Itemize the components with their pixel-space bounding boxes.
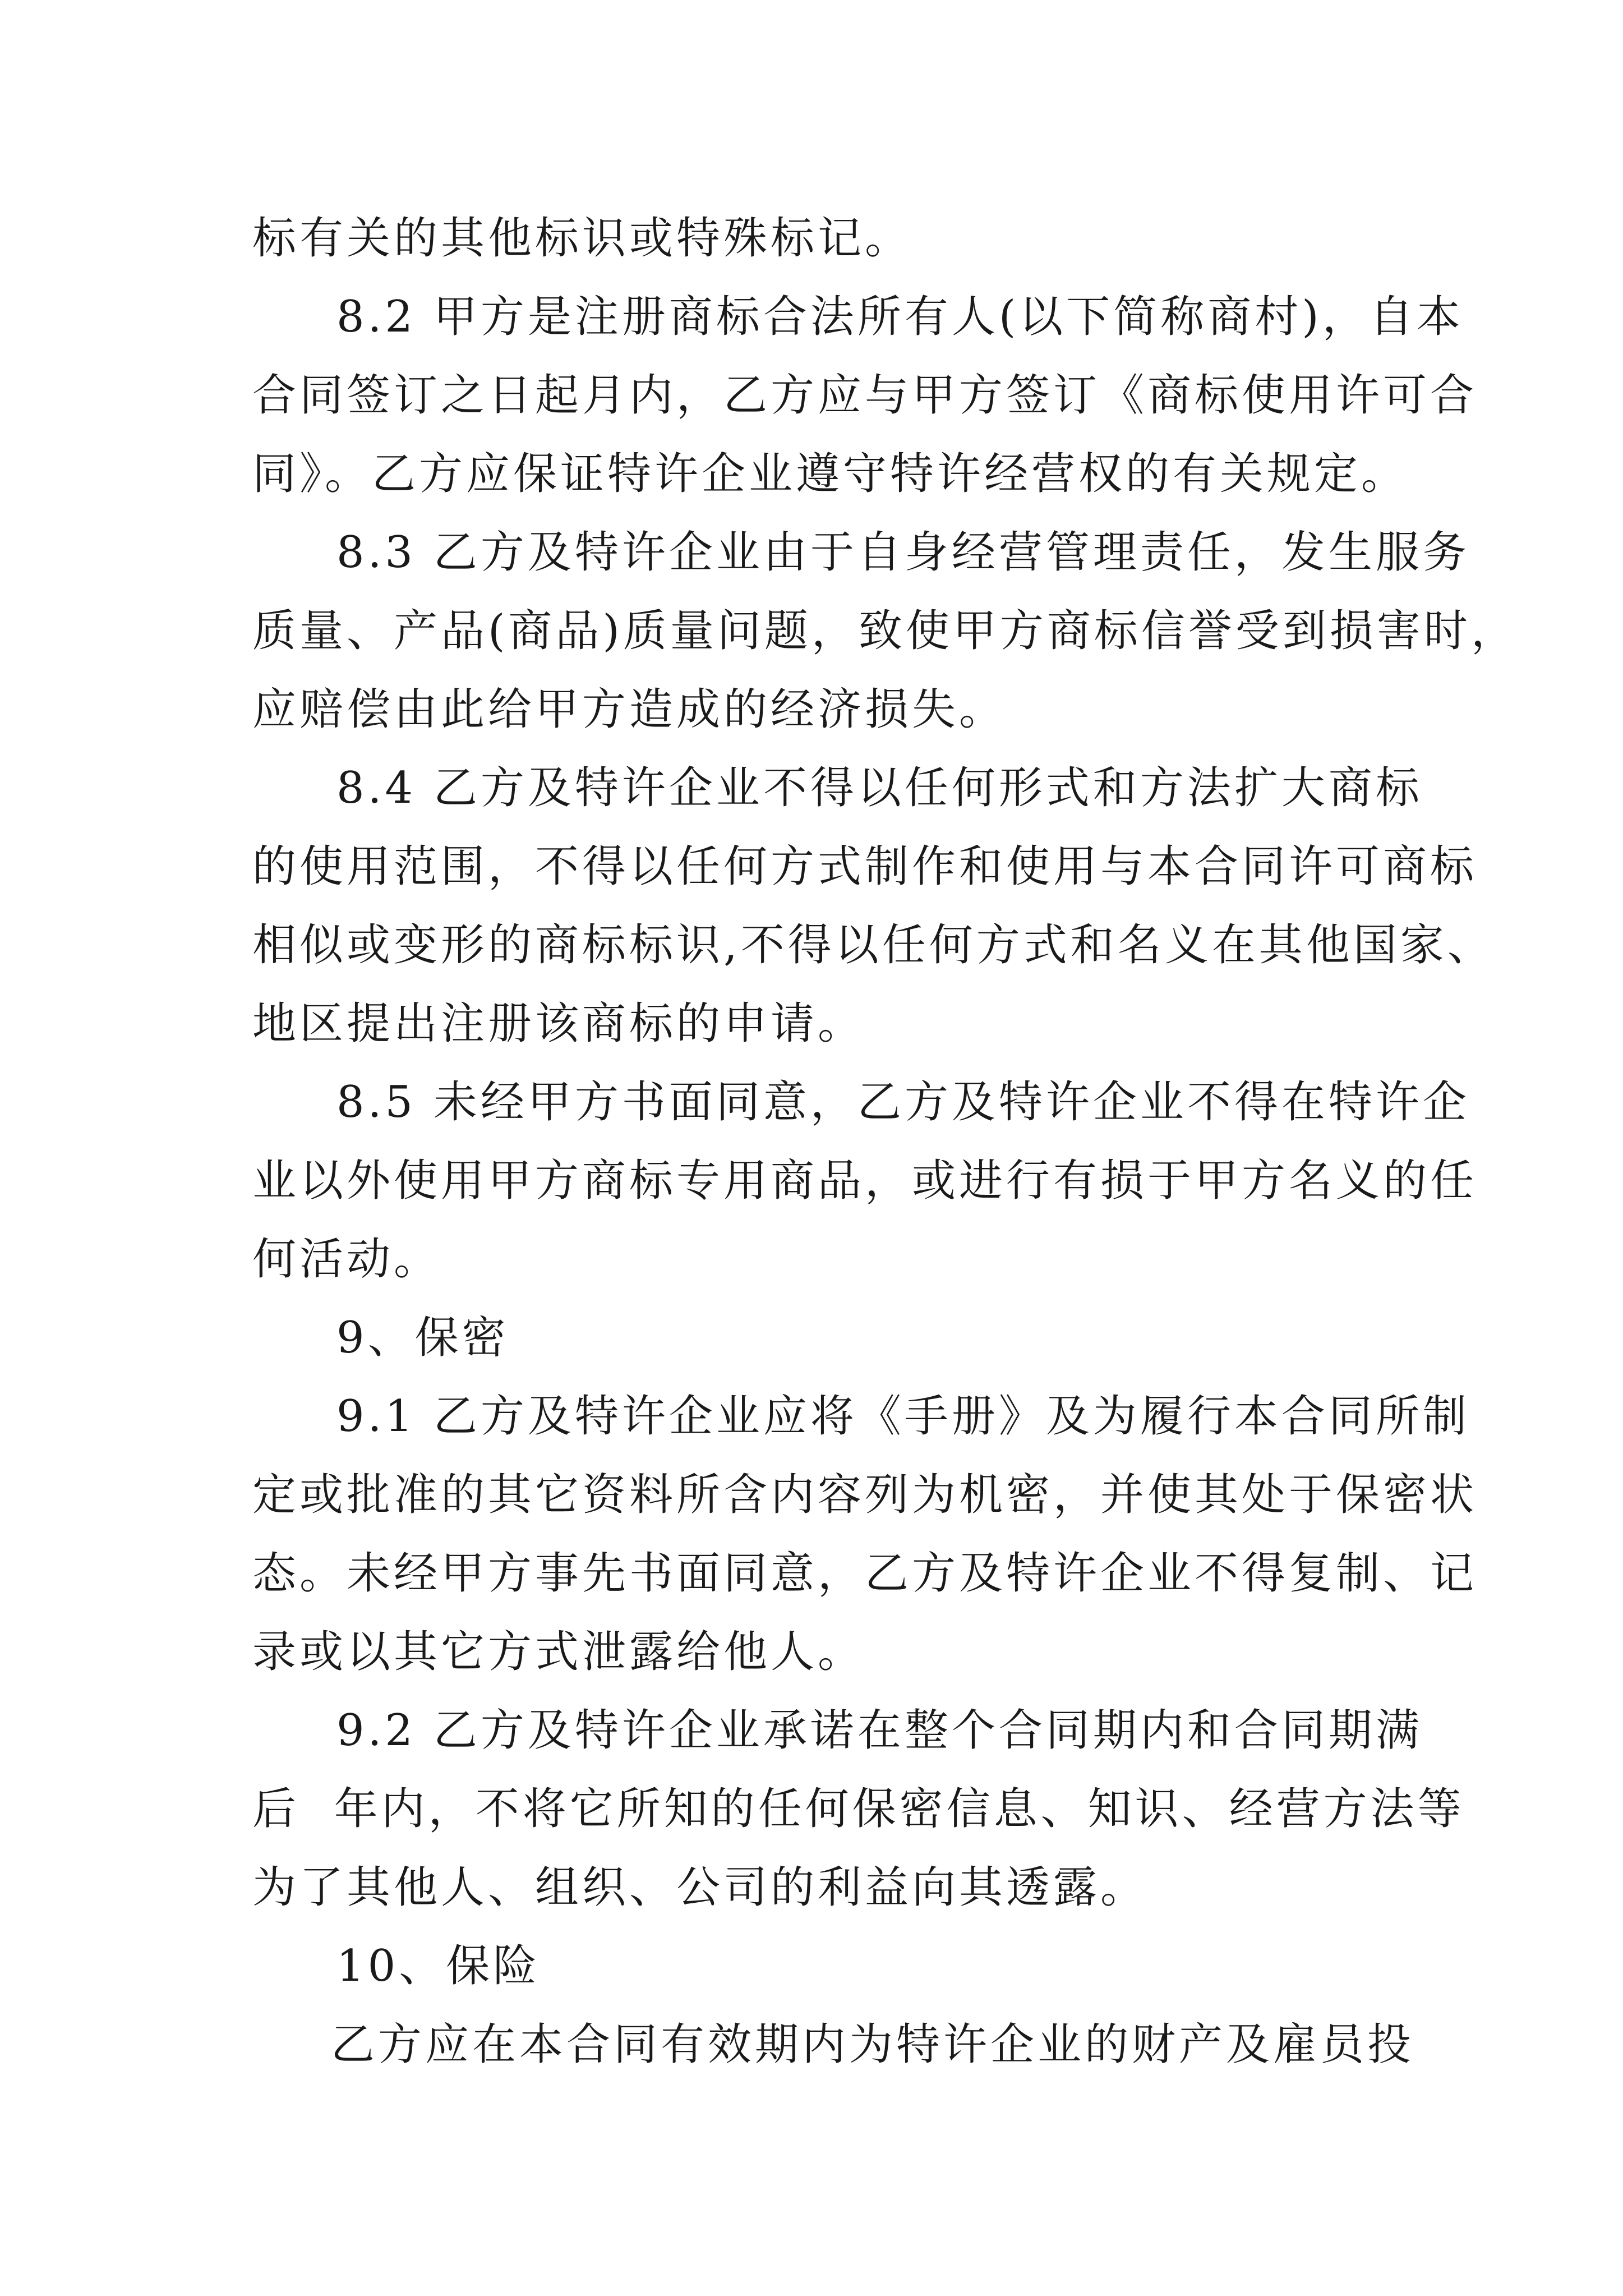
text-line: 质量、产品(商品)质量问题，致使甲方商标信誉受到损害时， xyxy=(252,606,1518,656)
text-line: 为了其他人、组织、公司的利益向其透露。 xyxy=(252,1862,1148,1913)
text-line: 乙方应在本合同有效期内为特许企业的财产及雇员投 xyxy=(331,2019,1415,2070)
clause-9-2-line: 9.2 乙方及特许企业承诺在整个合同期内和合同期满 xyxy=(336,1705,1423,1756)
clause-8-5-line: 8.5 未经甲方书面同意，乙方及特许企业不得在特许企 xyxy=(336,1077,1470,1128)
text-line: 业以外使用甲方商标专用商品，或进行有损于甲方名义的任 xyxy=(252,1156,1478,1206)
text-line: 态。未经甲方事先书面同意，乙方及特许企业不得复制、记 xyxy=(252,1548,1478,1599)
text-line: 录或以其它方式泄露给他人。 xyxy=(252,1627,865,1677)
text-line: 的使用范围，不得以任何方式制作和使用与本合同许可商标 xyxy=(252,841,1478,892)
clause-8-2-line: 8.2 甲方是注册商标合法所有人(以下简称商村)，自本 xyxy=(336,292,1464,342)
clause-8-3-line: 8.3 乙方及特许企业由于自身经营管理责任，发生服务 xyxy=(336,527,1470,578)
section-10-heading: 10、保险 xyxy=(336,1941,541,1991)
text-line: 应赔偿由此给甲方造成的经济损失。 xyxy=(252,684,1007,735)
text-line: 标有关的其他标识或特殊标记。 xyxy=(252,213,912,264)
text-line: 何活动。 xyxy=(252,1234,441,1285)
text-line: 后 年内，不将它所知的任何保密信息、知识、经营方法等 xyxy=(252,1784,1465,1834)
text-line: 定或批准的其它资料所含内容列为机密，并使其处于保密状 xyxy=(252,1470,1478,1520)
text-line: 相似或变形的商标标识,不得以任何方式和名义在其他国家、 xyxy=(252,920,1495,970)
text-line: 同》。乙方应保证特许企业遵守特许经营权的有关规定。 xyxy=(252,449,1409,499)
clause-8-4-line: 8.4 乙方及特许企业不得以任何形式和方法扩大商标 xyxy=(336,763,1423,813)
text-line: 合同签订之日起月内，乙方应与甲方签订《商标使用许可合 xyxy=(252,370,1478,421)
text-line: 地区提出注册该商标的申请。 xyxy=(252,999,865,1049)
clause-9-1-line: 9.1 乙方及特许企业应将《手册》及为履行本合同所制 xyxy=(336,1391,1470,1442)
section-9-heading: 9、保密 xyxy=(336,1313,509,1363)
